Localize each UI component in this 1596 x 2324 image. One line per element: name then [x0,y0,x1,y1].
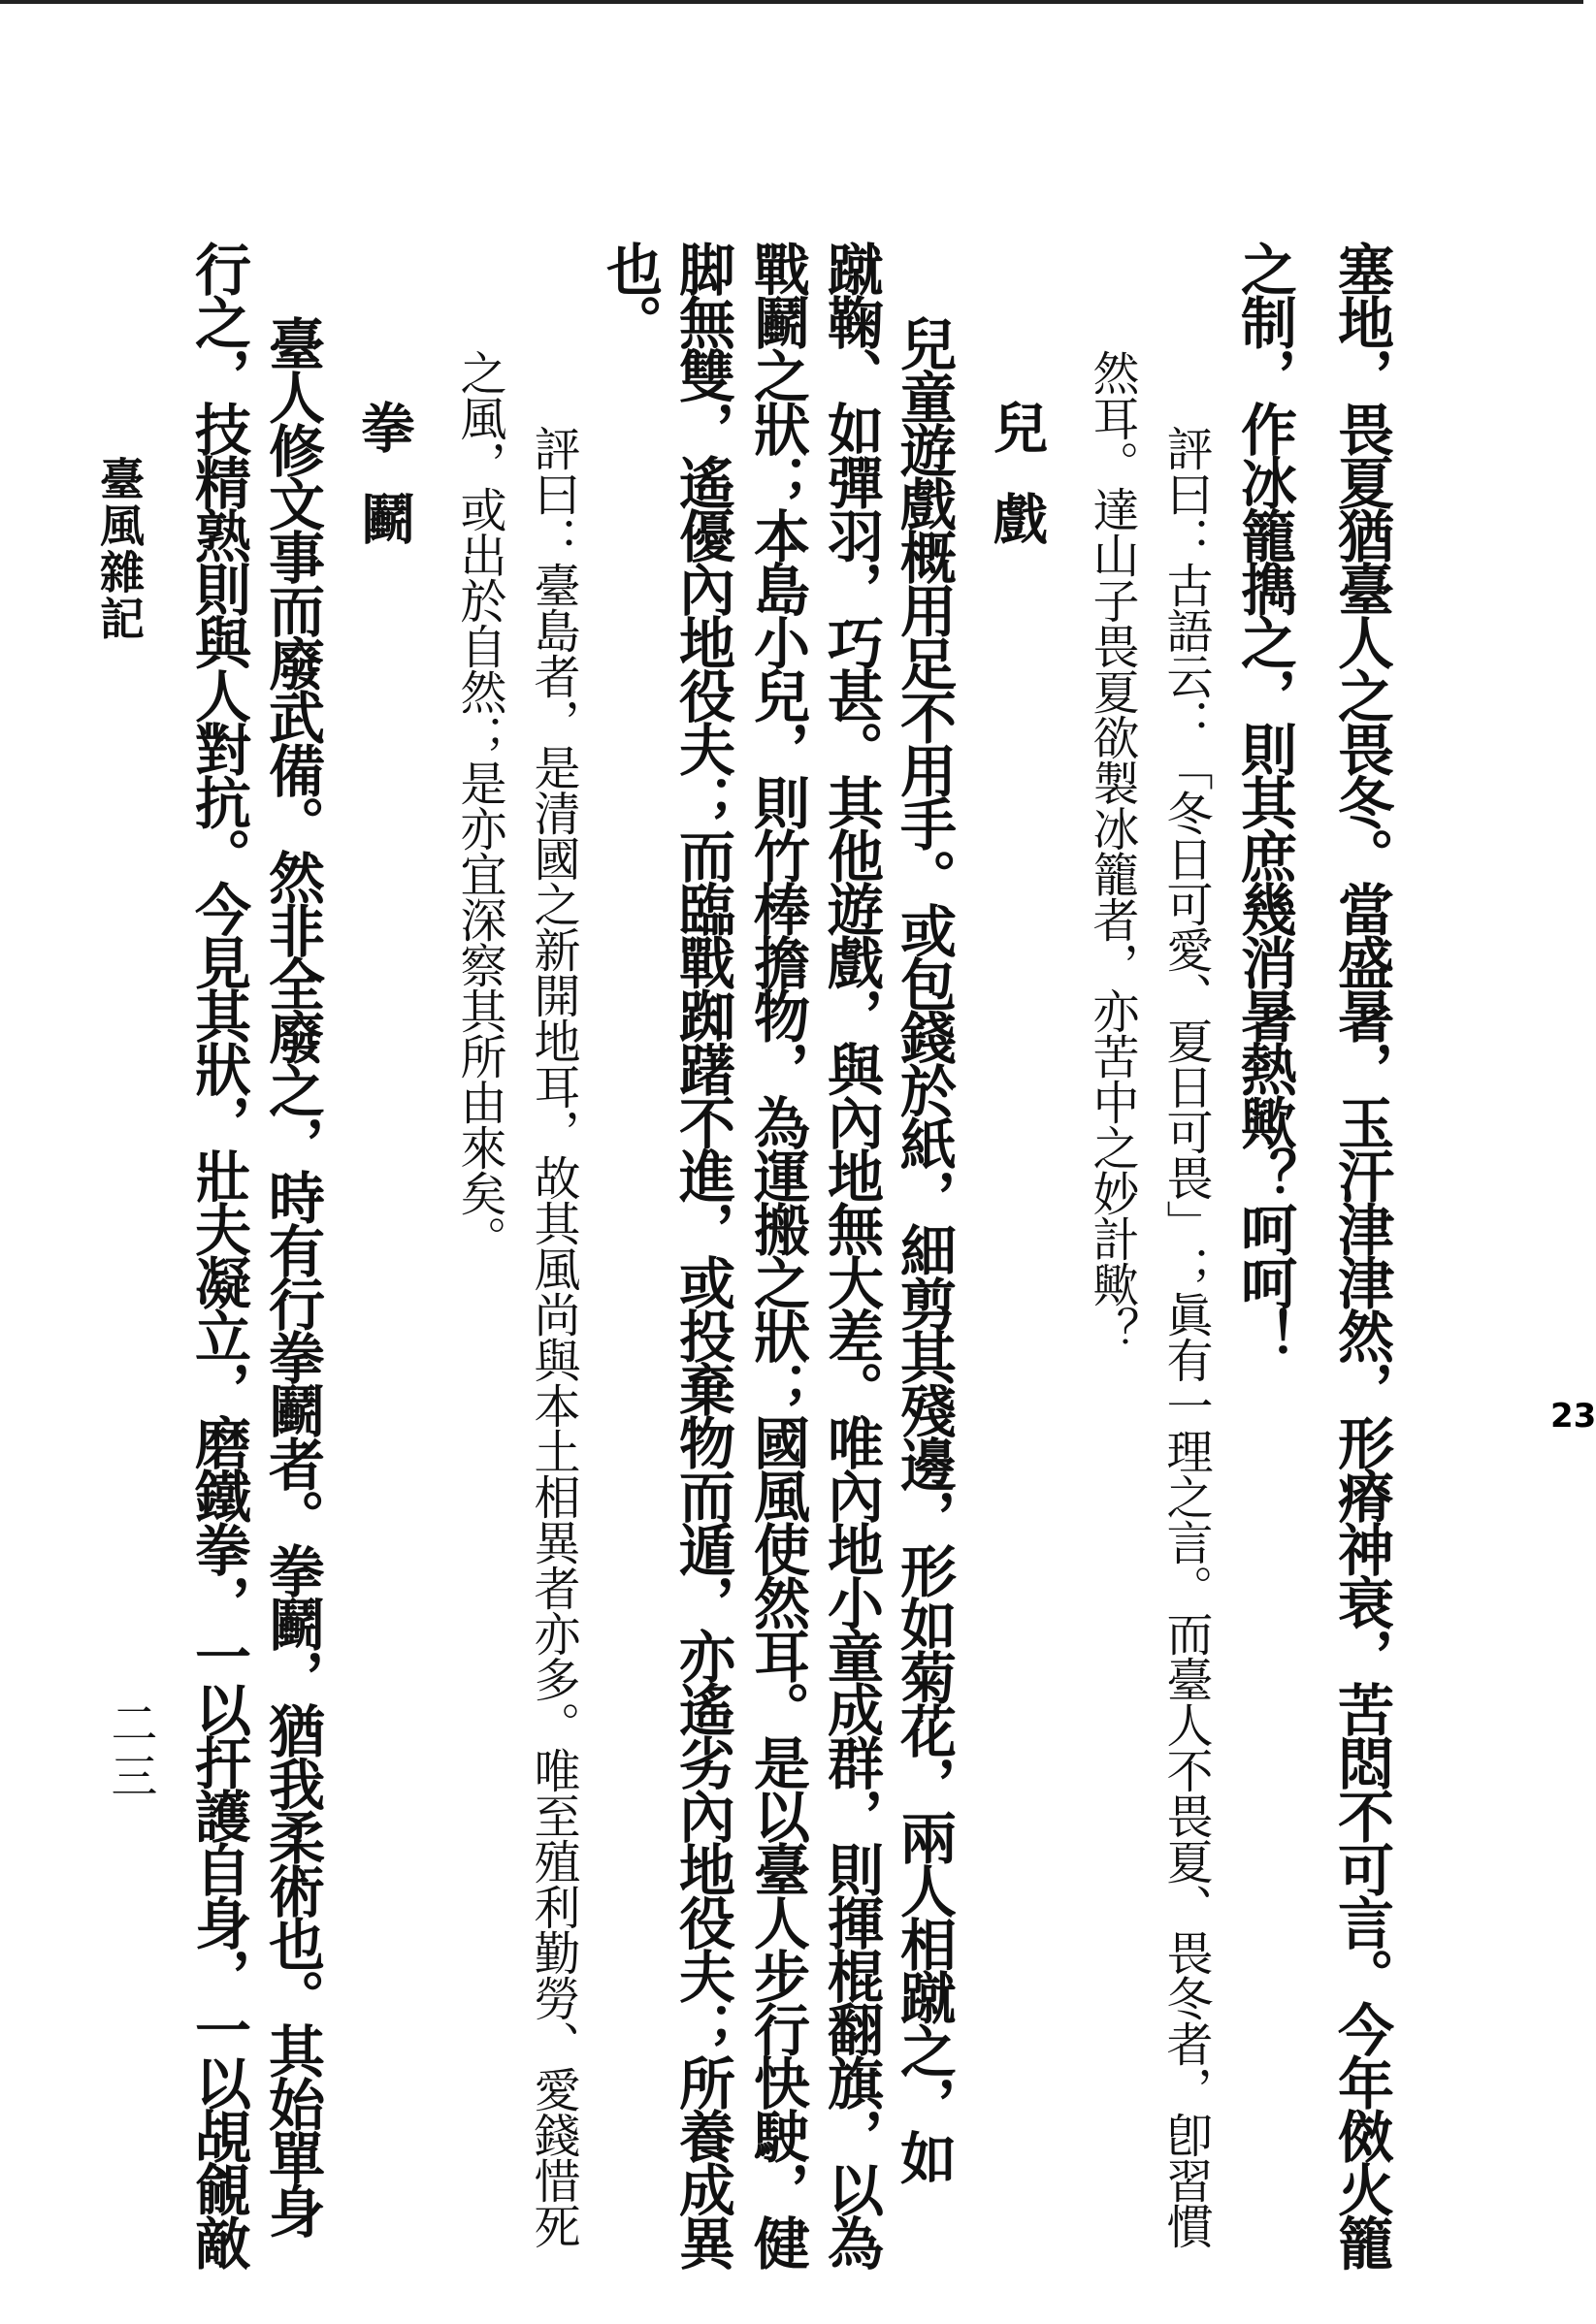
text-column-4: 蹴鞠、如彈羽，巧甚。其他遊戲，與內地無大差。唯內地小童成群，則揮棍翻旗，以為 [818,241,884,2268]
running-title: 臺風雜記 [93,456,146,642]
edge-page-mark: 23 [1550,1397,1596,1436]
top-border-rule [0,0,1583,4]
section-heading-boxing: 拳鬬 [352,400,416,582]
text-column-3: 兒童遊戲概用足不用手。或包錢於紙，細剪其殘邊，形如菊花，兩人相蹴之，如 [891,315,957,2182]
commentary-column-1a: 評曰：古語云：「冬日可愛、夏日可畏」；眞有一理之言。而臺人不畏夏、畏冬者，卽習慣 [1158,425,1213,2248]
text-column-8: 臺人修文事而廢武備。然非全廢之，時有行拳鬬者。拳鬬，猶我柔術也。其始單身 [259,315,325,2236]
commentary-column-2b: 之風，或出於自然；是亦宜深察其所由來矣。 [452,349,506,1261]
text-column-1: 塞地，畏夏猶臺人之畏冬。當盛暑，玉汗津津然，形瘠神衰，苦悶不可言。今年傚火籠 [1328,241,1394,2268]
section-heading-children-games: 兒戲 [985,400,1049,582]
commentary-column-1b: 然耳。達山子畏夏欲製冰籠者，亦苦中之妙計歟？ [1085,349,1139,1352]
text-column-9: 行之，技精熟則與人對抗。今見其狀，壯夫凝立，磨鐵拳，一以扞護自身，一以覘覦敵 [185,241,251,2268]
text-column-5: 戰鬬之狀；本島小兒，則竹棒擔物，為運搬之狀；國風使然耳。是以臺人步行快駛，健 [744,241,810,2268]
text-column-2: 之制，作冰籠擕之，則其庶幾消暑熱歟？呵呵！ [1231,241,1297,1361]
page-number: 二三 [103,1699,157,1804]
commentary-column-2a: 評曰：臺島者，是清國之新開地耳，故其風尚與本土相異者亦多。唯至殖利勤勞、愛錢惜死 [526,425,580,2248]
text-column-7: 也。 [597,241,663,347]
text-column-6: 脚無雙，遙優內地役夫；而臨戰踟躇不進，或投棄物而遁，亦遙劣內地役夫；所養成異 [669,241,735,2268]
